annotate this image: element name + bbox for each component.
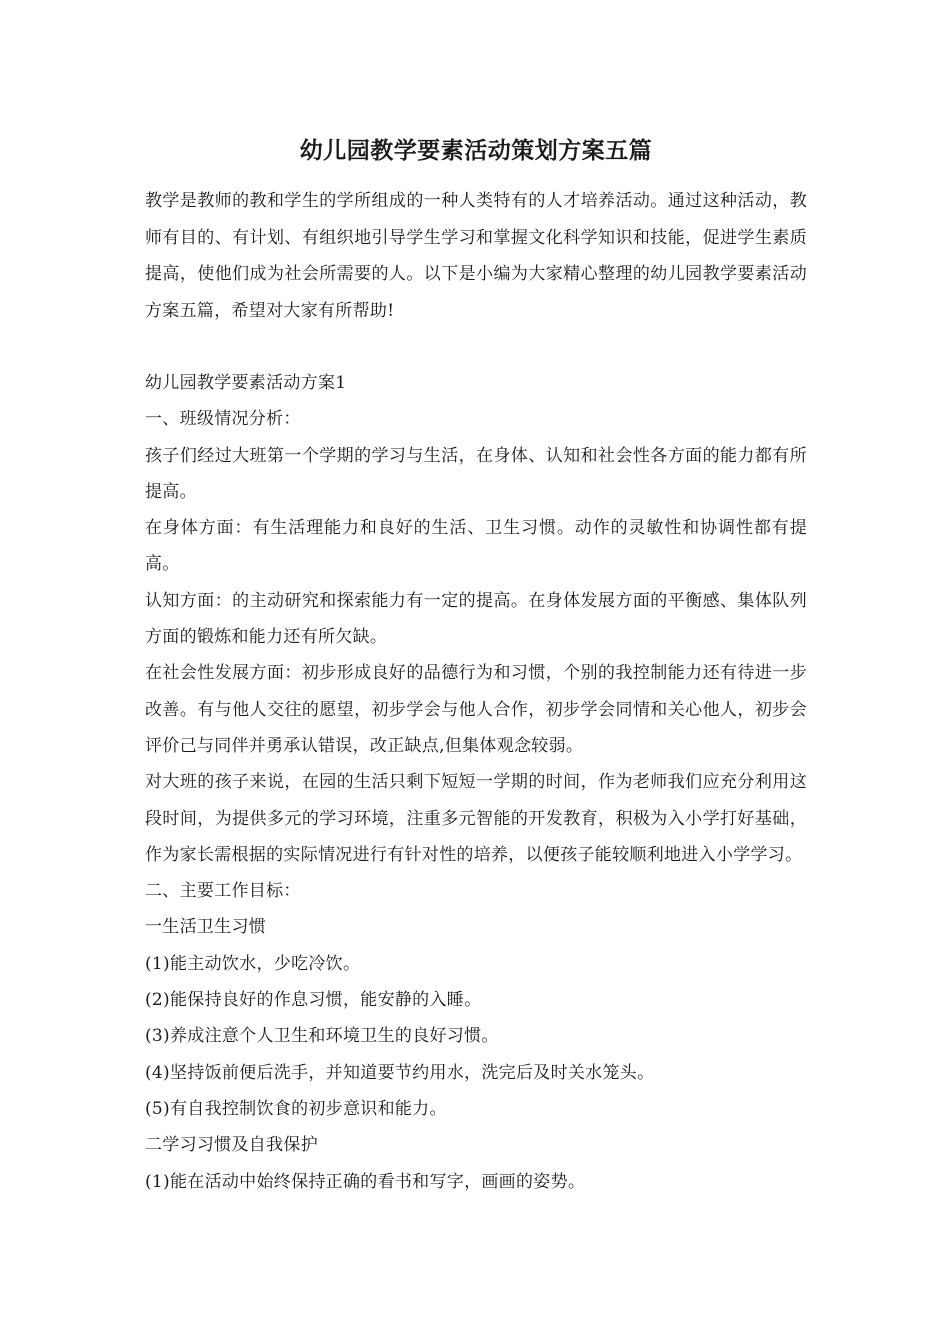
- document-body: [145, 365, 807, 1200]
- list-item: (5)有自我控制饮食的初步意识和能力。: [145, 1098, 447, 1119]
- list-item: (2)能保持良好的作息习惯，能安静的入睡。: [145, 990, 482, 1011]
- document-title: 幼儿园教学要素活动策划方案五篇: [299, 137, 653, 164]
- list-item: (4)坚持饭前便后洗手，并知道要节约用水，洗完后及时关水笼头。: [145, 1062, 655, 1083]
- list-item: (1)能在活动中始终保持正确的看书和写字，画画的姿势。: [145, 1171, 586, 1192]
- subsection-heading: 二学习习惯及自我保护: [145, 1135, 318, 1156]
- subsection-heading: 一生活卫生习惯: [145, 917, 267, 938]
- section-heading: 一、班级情况分析：: [145, 409, 301, 430]
- body-paragraph: 在社会性发展方面：初步形成良好的品德行为和习惯，个别的我控制能力还有待进一步改善。有与他人交往的愿望，初步学会与他人合作，初步学会同情和关心他人，初步会评价己与同伴并勇承认错误，改正缺点,但集体观念较弱。: [145, 663, 807, 756]
- body-paragraph: 认知方面：的主动研究和探索能力有一定的提高。在身体发展方面的平衡感、集体队列方面的锻炼和能力还有所欠缺。: [145, 590, 807, 648]
- list-item: (1)能主动饮水，少吃冷饮。: [145, 953, 361, 974]
- section-heading: 幼儿园教学要素活动方案1: [145, 373, 347, 393]
- section-heading: 二、主要工作目标：: [145, 881, 301, 902]
- body-paragraph: 对大班的孩子来说，在园的生活只剩下短短一学期的时间，作为老师我们应充分利用这段时间，为提供多元的学习环境，注重多元智能的开发教育，积极为入小学打好基础，作为家长需根据的实际情况进行有针对性的培养，以便孩子能较顺利地进入小学学习。: [145, 772, 807, 865]
- body-paragraph: 孩子们经过大班第一个学期的学习与生活，在身体、认知和社会性各方面的能力都有所提高。: [145, 445, 807, 502]
- intro-paragraph: 教学是教师的教和学生的学所组成的一种人类特有的人才培养活动。通过这种活动，教师有目的、有计划、有组织地引导学生学习和掌握文化科学知识和技能，促进学生素质提高，使他们成为社会所需要的人。以下是小编为大家精心整理的幼儿园教学要素活动方案五篇，希望对大家有所帮助!: [145, 191, 807, 321]
- list-item: (3)养成注意个人卫生和环境卫生的良好习惯。: [145, 1026, 499, 1047]
- body-paragraph: 在身体方面：有生活理能力和良好的生活、卫生习惯。动作的灵敏性和协调性都有提高。: [145, 518, 807, 575]
